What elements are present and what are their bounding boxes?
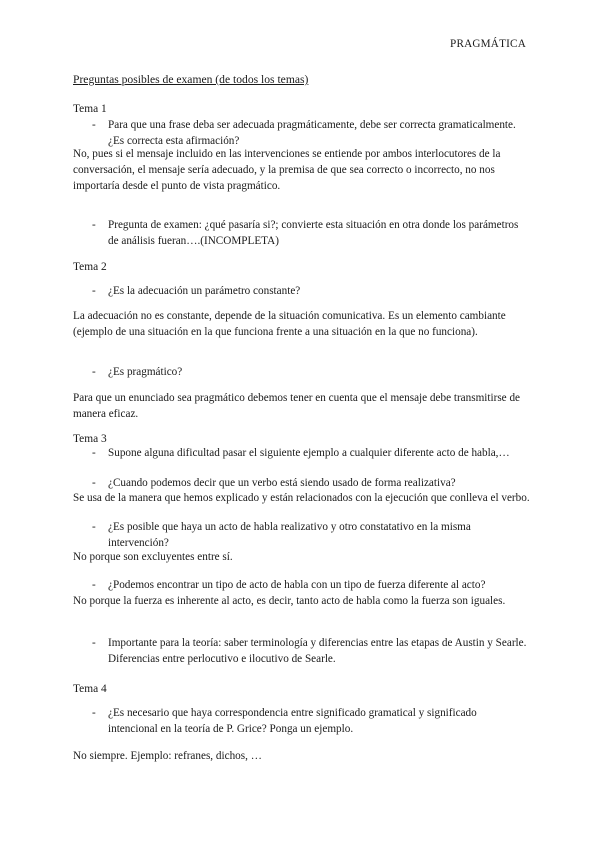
bullet-dash: - <box>92 579 96 591</box>
running-header: PRAGMÁTICA <box>450 38 526 50</box>
question-text: Para que una frase deba ser adecuada pragmáticamente, debe ser correcta gramaticalmente. ¿Es correcta esta afirmación? <box>108 119 516 147</box>
question-text: Supone alguna dificultad pasar el siguiente ejemplo a cualquier diferente acto de habla,… <box>108 447 510 459</box>
bullet-dash: - <box>92 521 96 533</box>
tema-1-answer-1: No, pues si el mensaje incluido en las intervenciones se entiende por ambos interlocutores de la conversación, el mensaje sería adecuado, y la premisa de que sea correcto o incorrecto, no nos importaría desde el punto de vista pragmático. <box>73 148 501 192</box>
tema-1-heading: Tema 1 <box>73 103 107 115</box>
bullet-dash: - <box>92 707 96 719</box>
bullet-dash: - <box>92 477 96 489</box>
question-text: ¿Cuando podemos decir que un verbo está siendo usado de forma realizativa? <box>108 477 456 489</box>
bullet-dash: - <box>92 285 96 297</box>
tema-3-heading: Tema 3 <box>73 433 107 445</box>
tema-4-heading: Tema 4 <box>73 683 107 695</box>
bullet-dash: - <box>92 637 96 649</box>
question-text: Pregunta de examen: ¿qué pasaría si?; convierte esta situación en otra donde los parámetros de análisis fueran….(INCOMPLETA) <box>108 219 519 247</box>
question-text: ¿Es posible que haya un acto de habla realizativo y otro constatativo en la misma intervención? <box>108 521 471 549</box>
tema-2-answer-1: La adecuación no es constante, depende de la situación comunicativa. Es un elemento cambiante (ejemplo de una situación en la que funciona frente a una situación en la que no funciona). <box>73 310 506 338</box>
bullet-dash: - <box>92 219 96 231</box>
tema-1-question-1 <box>92 117 532 149</box>
tema-3-answer-3: No porque son excluyentes entre sí. <box>73 551 233 563</box>
note-text: Importante para la teoría: saber terminología y diferencias entre las etapas de Austin y Searle. Diferencias entre perlocutivo e ilocutivo de Searle. <box>108 637 527 665</box>
tema-4-answer-1: No siempre. Ejemplo: refranes, dichos, … <box>73 750 262 762</box>
bullet-dash: - <box>92 447 96 459</box>
bullet-dash: - <box>92 119 96 131</box>
question-text: ¿Es la adecuación un parámetro constante? <box>108 285 301 297</box>
question-text: ¿Podemos encontrar un tipo de acto de habla con un tipo de fuerza diferente al acto? <box>108 579 486 591</box>
tema-3-answer-4: No porque la fuerza es inherente al acto, es decir, tanto acto de habla como la fuerza son iguales. <box>73 595 506 607</box>
page-title: Preguntas posibles de examen (de todos los temas) <box>73 73 309 86</box>
question-text: ¿Es necesario que haya correspondencia entre significado gramatical y significado intencional en la teoría de P. Grice? Ponga un ejemplo. <box>108 707 477 735</box>
bullet-dash: - <box>92 366 96 378</box>
tema-3-answer-2: Se usa de la manera que hemos explicado y están relacionados con la ejecución que conlleva el verbo. <box>73 492 530 504</box>
question-text: ¿Es pragmático? <box>108 366 183 378</box>
tema-2-heading: Tema 2 <box>73 261 107 273</box>
tema-2-answer-2: Para que un enunciado sea pragmático debemos tener en cuenta que el mensaje debe transmitirse de manera eficaz. <box>73 392 521 420</box>
